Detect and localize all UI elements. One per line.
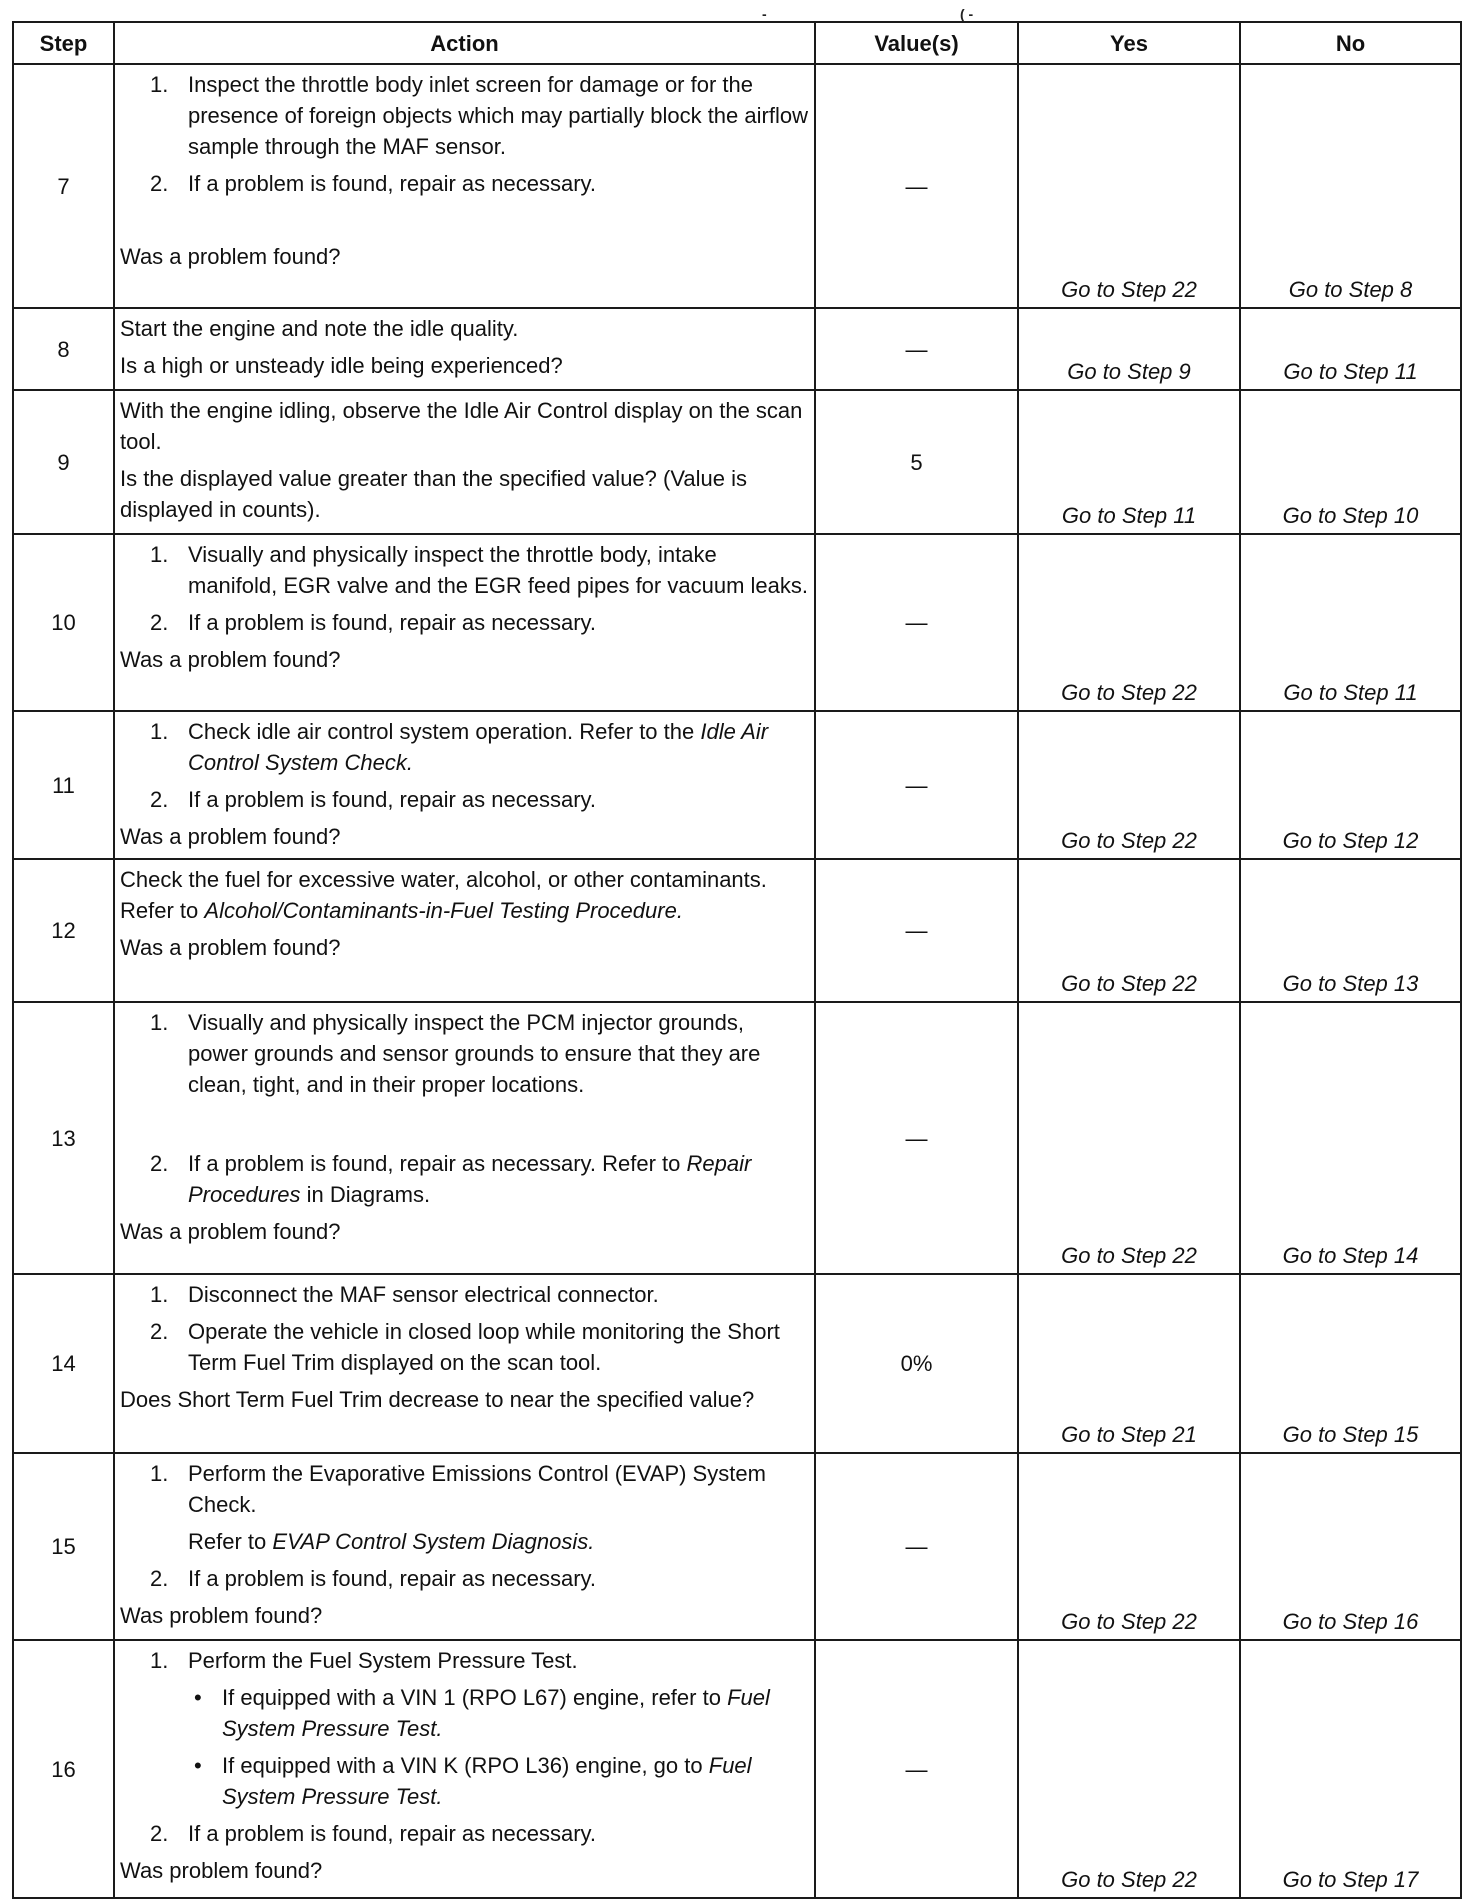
table-row-step-8 — [13, 308, 1461, 390]
no-link[interactable]: Go to Step 10 — [1240, 390, 1461, 534]
value-cell: 0% — [815, 1274, 1018, 1453]
question-text: Was a problem found? — [120, 647, 341, 672]
yes-link[interactable]: Go to Step 22 — [1018, 64, 1240, 308]
yes-link[interactable]: Go to Step 22 — [1018, 1453, 1240, 1640]
list-number: 2. — [150, 1319, 169, 1344]
diagnostic-table — [12, 21, 1462, 1899]
action-text: With the engine idling, observe the Idle Air Control display on the scan tool. — [120, 398, 803, 454]
table-row-step-16 — [13, 1640, 1461, 1898]
no-link[interactable]: Go to Step 11 — [1240, 534, 1461, 711]
list-item — [120, 1279, 808, 1310]
no-link[interactable]: Go to Step 14 — [1240, 1002, 1461, 1274]
list-number: 2. — [150, 787, 169, 812]
step-number: 12 — [13, 859, 114, 1002]
list-number: 1. — [150, 1282, 169, 1307]
reference-link[interactable]: Fuel System Pressure Test. — [222, 1753, 752, 1809]
yes-link[interactable]: Go to Step 21 — [1018, 1274, 1240, 1453]
reference-link[interactable]: Alcohol/Contaminants-in-Fuel Testing Procedure. — [204, 898, 683, 923]
list-text: Visually and physically inspect the throttle body, intake manifold, EGR valve and the EGR feed pipes for vacuum leaks. — [188, 542, 808, 598]
table-row-step-7 — [13, 64, 1461, 308]
list-text: Inspect the throttle body inlet screen for damage or for the presence of foreign objects which may partially block the airflow sample through the MAF sensor. — [188, 72, 808, 159]
step-number: 8 — [13, 308, 114, 390]
action-cell — [114, 308, 815, 390]
table-row-step-11 — [13, 711, 1461, 859]
list-number: 2. — [150, 610, 169, 635]
action-cell — [114, 1274, 815, 1453]
no-link[interactable]: Go to Step 17 — [1240, 1640, 1461, 1898]
list-number: 1. — [150, 1010, 169, 1035]
list-item — [120, 1316, 808, 1378]
step-number: 7 — [13, 64, 114, 308]
no-link[interactable]: Go to Step 15 — [1240, 1274, 1461, 1453]
bullet-item — [120, 1750, 808, 1812]
action-text-main: Check the fuel for excessive water, alcohol, or other contaminants. Refer to — [120, 867, 767, 923]
list-number: 2. — [150, 171, 169, 196]
table-header-row — [13, 22, 1461, 64]
list-item — [120, 1007, 808, 1100]
reference-link[interactable]: Fuel System Pressure Test. — [222, 1685, 770, 1741]
list-item — [120, 1148, 808, 1210]
bullet-item — [120, 1682, 808, 1744]
question-text: Was a problem found? — [120, 935, 341, 960]
reference-link[interactable]: Repair Procedures — [188, 1151, 752, 1207]
list-text: Disconnect the MAF sensor electrical connector. — [188, 1282, 659, 1307]
no-link[interactable]: Go to Step 11 — [1240, 308, 1461, 390]
list-item — [120, 1818, 808, 1849]
yes-link[interactable]: Go to Step 22 — [1018, 1002, 1240, 1274]
action-text — [120, 864, 808, 926]
value-cell: — — [815, 1002, 1018, 1274]
question-text: Was problem found? — [120, 1858, 323, 1883]
bullet-text: If equipped with a VIN 1 (RPO L67) engine, refer to — [222, 1685, 721, 1710]
list-item — [120, 69, 808, 162]
list-text-tail: in Diagrams. — [306, 1182, 431, 1207]
list-text: Perform the Fuel System Pressure Test. — [188, 1648, 578, 1673]
header-yes: Yes — [1018, 22, 1240, 64]
list-text: If a problem is found, repair as necessary. — [188, 1821, 597, 1846]
yes-link[interactable]: Go to Step 22 — [1018, 711, 1240, 859]
list-text: If a problem is found, repair as necessary. — [188, 1566, 597, 1591]
list-text: Operate the vehicle in closed loop while monitoring the Short Term Fuel Trim displayed on the scan tool. — [188, 1319, 780, 1375]
list-number: 1. — [150, 542, 169, 567]
list-number: 2. — [150, 1566, 169, 1591]
action-cell — [114, 1002, 815, 1274]
yes-link[interactable]: Go to Step 22 — [1018, 534, 1240, 711]
list-number: 1. — [150, 1461, 169, 1486]
value-cell: — — [815, 859, 1018, 1002]
step-number: 15 — [13, 1453, 114, 1640]
yes-link[interactable]: Go to Step 22 — [1018, 1640, 1240, 1898]
list-text: Check idle air control system operation. Refer to the — [188, 719, 695, 744]
yes-link[interactable]: Go to Step 9 — [1018, 308, 1240, 390]
value-cell: — — [815, 64, 1018, 308]
list-number: 2. — [150, 1151, 169, 1176]
list-item — [120, 1458, 808, 1520]
list-item — [120, 1645, 808, 1676]
scan-mark-right: ( - — [960, 6, 974, 22]
refer-text — [120, 1526, 808, 1557]
list-item — [120, 716, 808, 778]
value-cell: — — [815, 1640, 1018, 1898]
header-step: Step — [13, 22, 114, 64]
value-cell: — — [815, 534, 1018, 711]
header-action: Action — [114, 22, 815, 64]
list-text: Perform the Evaporative Emissions Control (EVAP) System Check. — [188, 1461, 766, 1517]
list-text: If a problem is found, repair as necessary. — [188, 610, 597, 635]
bullet-text: If equipped with a VIN K (RPO L36) engine, go to — [222, 1753, 703, 1778]
list-text: If a problem is found, repair as necessary. — [188, 171, 597, 196]
bullet-glyph: • — [194, 1753, 202, 1778]
table-row-step-9 — [13, 390, 1461, 534]
bullet-glyph: • — [194, 1685, 202, 1710]
step-number: 16 — [13, 1640, 114, 1898]
step-number: 9 — [13, 390, 114, 534]
action-cell — [114, 1453, 815, 1640]
scan-mark-left: - — [762, 6, 767, 22]
action-cell — [114, 390, 815, 534]
question-text: Was a problem found? — [120, 244, 341, 269]
list-item — [120, 607, 808, 638]
yes-link[interactable]: Go to Step 22 — [1018, 859, 1240, 1002]
list-text: If a problem is found, repair as necessary. — [188, 787, 597, 812]
no-link[interactable]: Go to Step 16 — [1240, 1453, 1461, 1640]
question-text: Is the displayed value greater than the specified value? (Value is displayed in counts). — [120, 466, 747, 522]
list-number: 2. — [150, 1821, 169, 1846]
action-cell — [114, 64, 815, 308]
header-no: No — [1240, 22, 1461, 64]
list-item — [120, 539, 808, 601]
value-cell: — — [815, 308, 1018, 390]
list-item — [120, 784, 808, 815]
value-cell: — — [815, 711, 1018, 859]
table-row-step-15 — [13, 1453, 1461, 1640]
table-row-step-12 — [13, 859, 1461, 1002]
list-item — [120, 168, 808, 199]
action-cell — [114, 1640, 815, 1898]
question-text: Does Short Term Fuel Trim decrease to near the specified value? — [120, 1387, 755, 1412]
list-number: 1. — [150, 1648, 169, 1673]
table-row-step-10 — [13, 534, 1461, 711]
question-text: Was a problem found? — [120, 824, 341, 849]
value-cell: — — [815, 1453, 1018, 1640]
no-link[interactable]: Go to Step 13 — [1240, 859, 1461, 1002]
reference-link[interactable]: Idle Air Control System Check. — [188, 719, 769, 775]
list-number: 1. — [150, 72, 169, 97]
no-link[interactable]: Go to Step 12 — [1240, 711, 1461, 859]
question-text: Was problem found? — [120, 1603, 323, 1628]
table-row-step-13 — [13, 1002, 1461, 1274]
step-number: 11 — [13, 711, 114, 859]
action-cell — [114, 534, 815, 711]
list-text: Visually and physically inspect the PCM injector grounds, power grounds and sensor grounds to ensure that they are clean, tight, and in their proper locations. — [188, 1010, 761, 1097]
yes-link[interactable]: Go to Step 11 — [1018, 390, 1240, 534]
table-row-step-14 — [13, 1274, 1461, 1453]
step-number: 10 — [13, 534, 114, 711]
action-cell — [114, 711, 815, 859]
reference-link[interactable]: EVAP Control System Diagnosis. — [272, 1529, 595, 1554]
value-cell: 5 — [815, 390, 1018, 534]
step-number: 14 — [13, 1274, 114, 1453]
no-link[interactable]: Go to Step 8 — [1240, 64, 1461, 308]
question-text: Was a problem found? — [120, 1219, 341, 1244]
list-item — [120, 1563, 808, 1594]
header-values: Value(s) — [815, 22, 1018, 64]
refer-pre: Refer to — [188, 1529, 267, 1554]
list-number: 1. — [150, 719, 169, 744]
step-number: 13 — [13, 1002, 114, 1274]
action-text: Start the engine and note the idle quality. — [120, 316, 519, 341]
list-text: If a problem is found, repair as necessary. Refer to — [188, 1151, 681, 1176]
question-text: Is a high or unsteady idle being experienced? — [120, 353, 563, 378]
action-cell — [114, 859, 815, 1002]
